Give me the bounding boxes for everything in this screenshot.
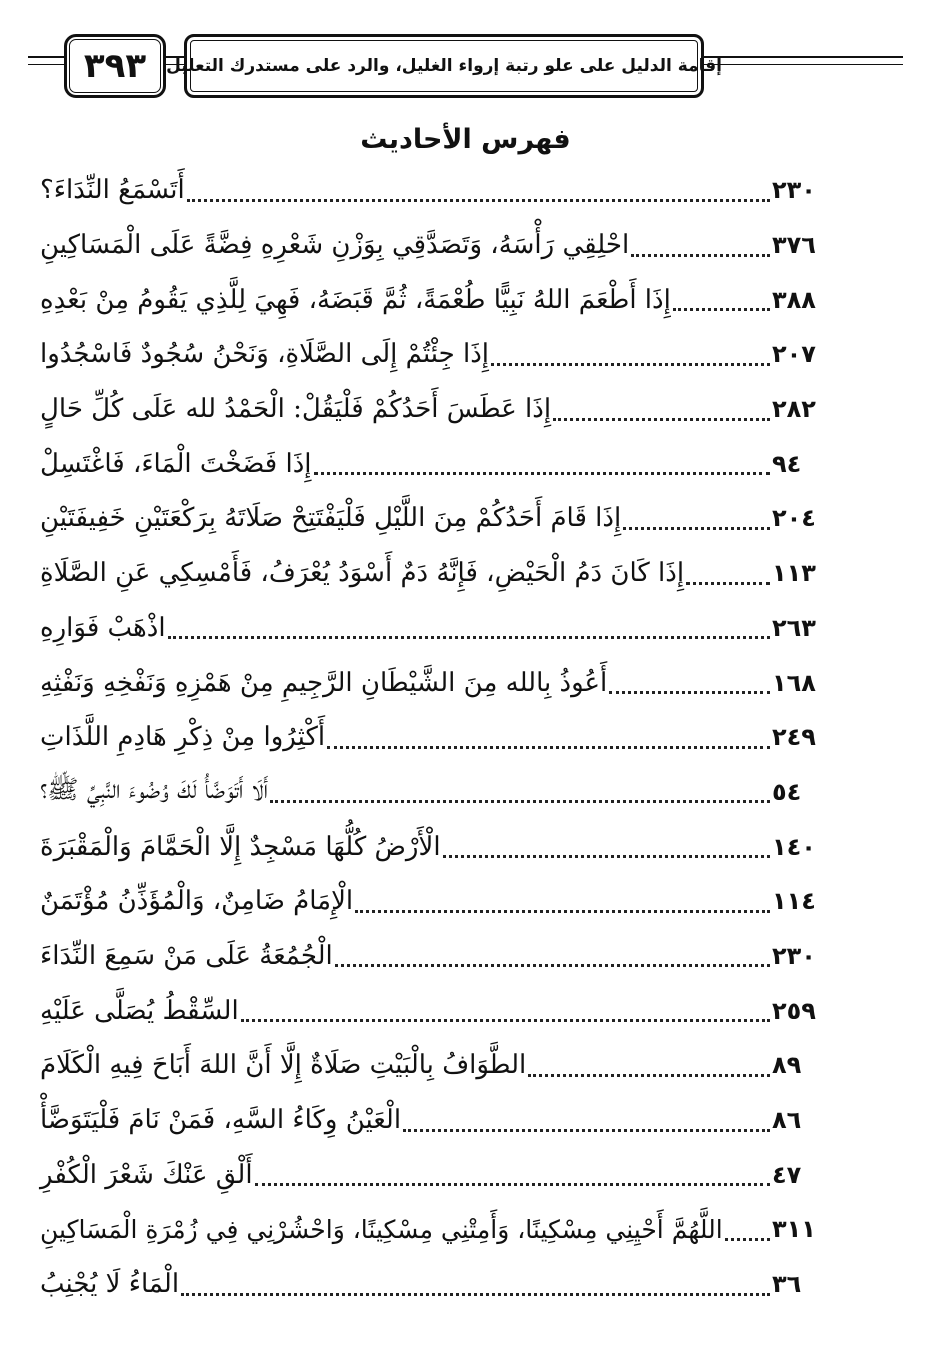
dot-leader bbox=[673, 308, 770, 311]
hadith-page-number: ٢٨٢ bbox=[772, 395, 816, 424]
index-entry bbox=[36, 655, 832, 710]
hadith-text: احْلِقِي رَأْسَهُ، وَتَصَدَّقِي بِوَزْنِ شَعْرِهِ فِضَّةً عَلَى الْمَسَاكِينِ bbox=[40, 230, 630, 261]
dot-leader bbox=[270, 800, 770, 803]
hadith-text: أَتَسْمَعُ النِّدَاءَ؟ bbox=[40, 175, 185, 206]
hadith-text: أَكْثِرُوا مِنْ ذِكْرِ هَادِمِ اللَّذَاتِ bbox=[40, 722, 326, 753]
hadith-page-number: ١١٣ bbox=[772, 559, 816, 588]
dot-leader bbox=[255, 1183, 770, 1186]
dot-leader bbox=[355, 910, 770, 913]
index-entry bbox=[36, 382, 832, 437]
hadith-page-number: ٨٩ bbox=[772, 1051, 802, 1080]
hadith-page-number: ٨٦ bbox=[772, 1106, 802, 1135]
dot-leader bbox=[609, 691, 770, 694]
dot-leader bbox=[168, 636, 770, 639]
dot-leader bbox=[491, 363, 770, 366]
hadith-page-number: ٣١١ bbox=[772, 1215, 816, 1244]
dot-leader bbox=[181, 1293, 770, 1296]
header-rule-left-thin bbox=[28, 64, 64, 65]
page-number: ٣٩٣ bbox=[83, 46, 147, 86]
dot-leader bbox=[241, 1019, 770, 1022]
index-entry bbox=[36, 1038, 832, 1093]
hadith-text: أَلْقِ عَنْكَ شَعْرَ الْكُفْرِ bbox=[40, 1159, 253, 1190]
index-entry bbox=[36, 546, 832, 601]
index-entry bbox=[36, 1257, 832, 1312]
index-entry bbox=[36, 1093, 832, 1148]
hadith-page-number: ٤٧ bbox=[772, 1160, 802, 1189]
dot-leader bbox=[528, 1074, 770, 1077]
hadith-page-number: ١١٤ bbox=[772, 887, 816, 916]
dot-leader bbox=[686, 582, 770, 585]
index-entry bbox=[36, 710, 832, 765]
dot-leader bbox=[631, 254, 770, 257]
hadith-text: الْمَاءُ لَا يُجْنِبُ bbox=[40, 1269, 180, 1300]
index-entry bbox=[36, 436, 832, 491]
hadith-page-number: ٢٠٤ bbox=[772, 504, 816, 533]
hadith-page-number: ٢٥٩ bbox=[772, 996, 816, 1025]
hadith-page-number: ٢٦٣ bbox=[772, 613, 816, 642]
hadith-page-number: ٢٠٧ bbox=[772, 340, 816, 369]
dot-leader bbox=[327, 746, 770, 749]
index-entry bbox=[36, 327, 832, 382]
hadith-text: إِذَا أَطْعَمَ اللهُ نَبِيًّا طُعْمَةً، ثُمَّ قَبَضَهُ، فَهِيَ لِلَّذِي يَقُومُ مِنْ بَعْدِهِ bbox=[40, 284, 671, 315]
index-entry bbox=[36, 983, 832, 1038]
index-entry bbox=[36, 218, 832, 273]
dot-leader bbox=[187, 199, 770, 202]
hadith-text: إِذَا كَانَ دَمُ الْحَيْضِ، فَإِنَّهُ دَمٌ أَسْوَدُ يُعْرَفُ، فَأَمْسِكِي عَنِ الصَّلَاةِ bbox=[40, 558, 685, 589]
index-entry bbox=[36, 601, 832, 656]
hadith-text: اذْهَبْ فَوَارِهِ bbox=[40, 612, 166, 643]
hadith-index-list bbox=[36, 163, 832, 1311]
running-title-box bbox=[166, 34, 722, 98]
index-entry bbox=[36, 765, 832, 820]
index-entry bbox=[36, 163, 832, 218]
hadith-text: إِذَا فَضَخْتَ الْمَاءَ، فَاغْتَسِلْ bbox=[40, 448, 312, 479]
header-rule-right-thin bbox=[698, 64, 903, 65]
index-entry bbox=[36, 929, 832, 984]
header-rule-right bbox=[698, 56, 903, 58]
hadith-text: الْإِمَامُ ضَامِنٌ، وَالْمُؤَذِّنُ مُؤْتَمَنٌ bbox=[40, 886, 354, 917]
index-entry bbox=[36, 1147, 832, 1202]
hadith-text: إِذَا عَطَسَ أَحَدُكُمْ فَلْيَقُلْ: الْحَمْدُ لله عَلَى كُلِّ حَالٍ bbox=[40, 394, 552, 425]
hadith-page-number: ٢٣٠ bbox=[772, 941, 816, 970]
hadith-text: إِذَا قَامَ أَحَدُكُمْ مِنَ اللَّيْلِ فَلْيَفْتَتِحْ صَلَاتَهُ بِرَكْعَتَيْنِ خَفِيفَتَيْنِ bbox=[40, 503, 622, 534]
dot-leader bbox=[335, 964, 770, 967]
hadith-page-number: ٣٧٦ bbox=[772, 231, 816, 260]
hadith-text: اللَّهُمَّ أَحْيِنِي مِسْكِينًا، وَأَمِتْنِي مِسْكِينًا، وَاحْشُرْنِي فِي زُمْرَةِ الْمَسَاكِينِ bbox=[40, 1214, 723, 1244]
hadith-text: الطَّوَافُ بِالْبَيْتِ صَلَاةٌ إِلَّا أَنَّ اللهَ أَبَاحَ فِيهِ الْكَلَامَ bbox=[40, 1050, 527, 1081]
index-entry bbox=[36, 874, 832, 929]
dot-leader bbox=[403, 1129, 770, 1132]
hadith-text: الْجُمُعَةُ عَلَى مَنْ سَمِعَ النِّدَاءَ bbox=[40, 940, 333, 971]
running-title: إقامة الدليل على علو رتبة إرواء الغليل، والرد على مستدرك التعليل bbox=[166, 56, 722, 76]
hadith-text: الْعَيْنُ وِكَاءُ السَّهِ، فَمَنْ نَامَ فَلْيَتَوَضَّأْ bbox=[40, 1105, 402, 1136]
hadith-page-number: ٩٤ bbox=[772, 449, 802, 478]
hadith-page-number: ١٤٠ bbox=[772, 832, 816, 861]
index-heading: فهرس الأحاديث bbox=[360, 124, 571, 155]
dot-leader bbox=[443, 855, 770, 858]
hadith-text: الْأَرْضُ كُلُّهَا مَسْجِدٌ إِلَّا الْحَمَّامَ وَالْمَقْبَرَةَ bbox=[40, 831, 441, 862]
dot-leader bbox=[553, 418, 770, 421]
hadith-page-number: ١٦٨ bbox=[772, 668, 816, 697]
page-number-box bbox=[64, 34, 166, 98]
page-header bbox=[28, 34, 903, 100]
hadith-text: أَلَا أَتَوَضَّأُ لَكَ وُضُوءَ النَّبِيِّ ﷺ؟ bbox=[40, 774, 268, 805]
hadith-page-number: ٢٤٩ bbox=[772, 723, 816, 752]
index-entry bbox=[36, 491, 832, 546]
hadith-page-number: ٢٣٠ bbox=[772, 176, 816, 205]
index-entry bbox=[36, 1202, 832, 1257]
index-entry bbox=[36, 272, 832, 327]
hadith-page-number: ٥٤ bbox=[772, 777, 802, 806]
dot-leader bbox=[314, 472, 770, 475]
header-rule-left bbox=[28, 56, 64, 58]
hadith-text: إِذَا جِئْتُمْ إِلَى الصَّلَاةِ، وَنَحْنُ سُجُودٌ فَاسْجُدُوا bbox=[40, 339, 490, 370]
dot-leader bbox=[725, 1238, 770, 1241]
hadith-text: السِّقْطُ يُصَلَّى عَلَيْهِ bbox=[40, 995, 239, 1026]
hadith-text: أَعُوذُ بِالله مِنَ الشَّيْطَانِ الرَّجِيمِ مِنْ هَمْزِهِ وَنَفْخِهِ وَنَفْثِهِ bbox=[40, 667, 608, 698]
dot-leader bbox=[623, 527, 770, 530]
hadith-page-number: ٣٨٨ bbox=[772, 285, 816, 314]
index-entry bbox=[36, 819, 832, 874]
hadith-page-number: ٣٦ bbox=[772, 1270, 802, 1299]
